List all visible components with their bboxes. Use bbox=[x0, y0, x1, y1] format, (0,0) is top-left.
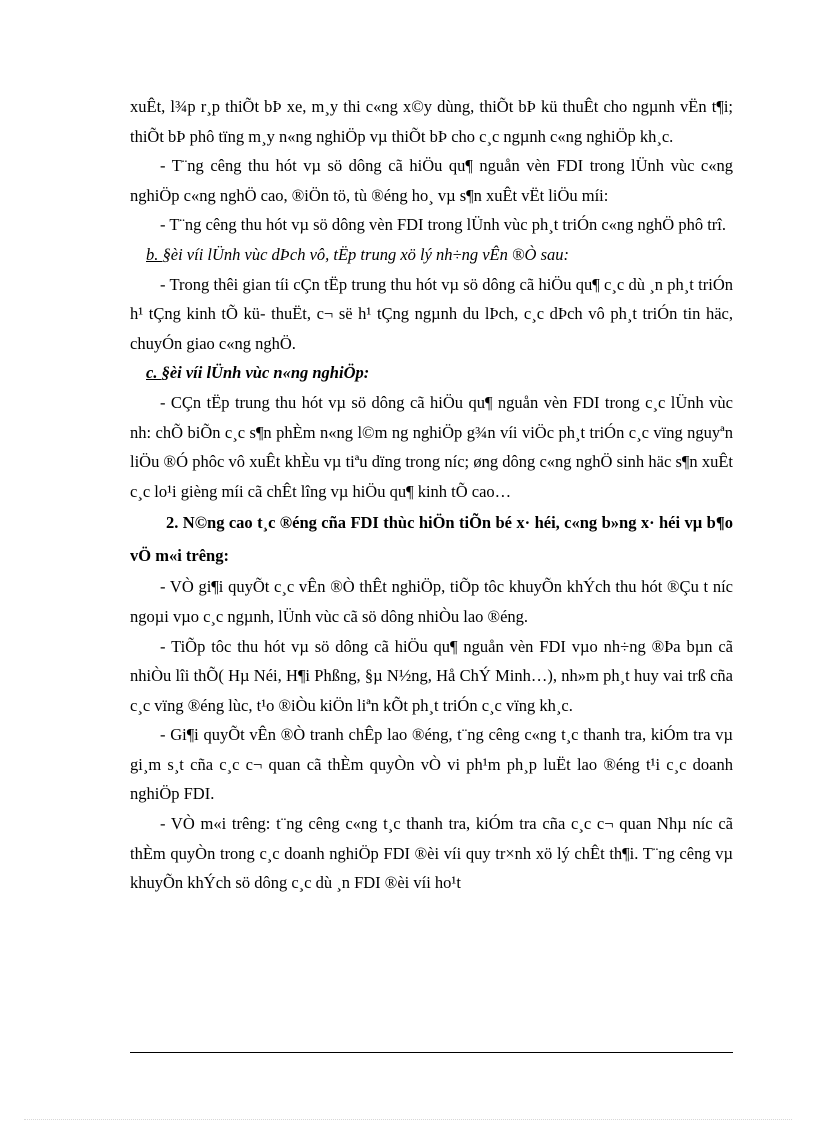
bullet-paragraph: - VÒ gi¶i quyÕt c¸c vÊn ®Ò thÊt nghiÖp, tiÕp tôc khuyÕn khÝch thu hót ®Çu t níc ngoµi vµo c¸c ngµnh, lÜnh vùc cã sö dông nhiÒu lao ®éng. bbox=[130, 577, 733, 626]
section-2-heading: 2. N©ng cao t¸c ®éng cña FDI thùc hiÖn tiÕn bé x· héi, c«ng b»ng x· héi vµ b¶o vÖ m«i trêng: bbox=[130, 513, 733, 566]
section-label: c. bbox=[146, 363, 162, 383]
bullet-paragraph: - CÇn tËp trung thu hót vµ sö dông cã hiÖu qu¶ nguån vèn FDI trong c¸c lÜnh vùc nh: chÕ biÕn c¸c s¶n phÈm n«ng l©m ng nghiÖp g¾n víi viÖc ph¸t triÓn c¸c vïng nguyªn liÖu ®Ó phôc vô xuÊt khÈu vµ tiªu dïng trong níc; øng dông c«ng nghÖ sinh häc s¶n xuÊt c¸c lo¹i gièng míi cã chÊt lîng vµ hiÖu qu¶ kinh tÕ cao… bbox=[130, 392, 733, 501]
bullet-paragraph: - VÒ m«i trêng: t¨ng cêng c«ng t¸c thanh tra, kiÓm tra cña c¸c c¬ quan Nhµ níc cã thÈm quyÒn trong c¸c doanh nghiÖp FDI ®èi víi quy tr×nh xö lý chÊt th¶i. T¨ng cêng vµ khuyÕn khÝch sö dông c¸c dù ¸n FDI ®èi víi ho¹t bbox=[130, 814, 733, 893]
section-c-heading bbox=[130, 358, 733, 388]
section-heading-text: §èi víi lÜnh vùc n«ng nghiÖp: bbox=[161, 363, 370, 383]
bullet-paragraph: - T¨ng cêng thu hót vµ sö dông cã hiÖu qu¶ nguån vèn FDI trong lÜnh vùc c«ng nghiÖp c«ng nghÖ cao, ®iÖn tö, tù ®éng ho¸ vµ s¶n xuÊt vËt liÖu míi: bbox=[130, 156, 733, 205]
bullet-paragraph: - Gi¶i quyÕt vÊn ®Ò tranh chÊp lao ®éng, t¨ng cêng c«ng t¸c thanh tra, kiÓm tra vµ gi¸m s¸t cña c¸c c¬ quan cã thÈm quyÒn vÒ vi ph¹m ph¸p luËt lao ®éng t¹i c¸c doanh nghiÖp FDI. bbox=[130, 725, 733, 804]
bullet-paragraph: - Trong thêi gian tíi cÇn tËp trung thu hót vµ sö dông cã hiÖu qu¶ c¸c dù ¸n ph¸t triÓn h¹ tÇng kinh tÕ kü- thuËt, c¬ së h¹ tÇng ngµnh du lÞch, c¸c dÞch vô ph¸t triÓn tin häc, chuyÓn giao c«ng nghÖ. bbox=[130, 274, 733, 353]
bullet-paragraph: - T¨ng cêng thu hót vµ sö dông vèn FDI trong lÜnh vùc ph¸t triÓn c«ng nghÖ phô trî. bbox=[160, 215, 727, 235]
page-body bbox=[130, 92, 733, 898]
paragraph: xuÊt, l¾p r¸p thiÕt bÞ xe, m¸y thi c«ng x©y dùng, thiÕt bÞ kü thuÊt cho ngµnh vËn t¶i; thiÕt bÞ phô tïng m¸y n«ng nghiÖp vµ thiÕt bÞ cho c¸c ngµnh c«ng nghiÖp kh¸c. bbox=[130, 97, 733, 146]
page-edge-dots bbox=[24, 1119, 792, 1120]
bullet-paragraph: - TiÕp tôc thu hót vµ sö dông cã hiÖu qu¶ nguån vèn FDI vµo nh÷ng ®Þa bµn cã nhiÒu lîi thÕ( Hµ Néi, H¶i Phßng, §µ N½ng, Hå ChÝ Minh…), nh»m ph¸t huy vai trß cña c¸c vïng ®éng lùc, t¹o ®iÒu kiÖn liªn kÕt ph¸t triÓn c¸c vïng kh¸c. bbox=[130, 636, 733, 715]
section-heading-text: §èi víi lÜnh vùc dÞch vô, tËp trung xö lý nh÷ng vÊn ®Ò sau: bbox=[162, 244, 569, 264]
footer-divider bbox=[130, 1052, 733, 1053]
section-b-heading bbox=[130, 240, 733, 270]
section-label: b. bbox=[146, 244, 163, 264]
